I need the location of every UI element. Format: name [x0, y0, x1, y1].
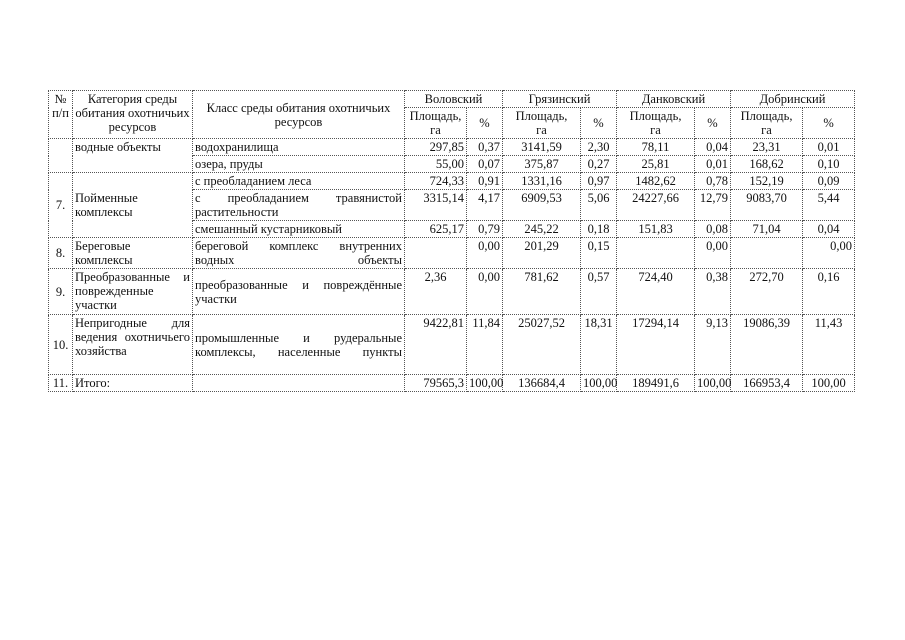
header-district: Добринский	[731, 91, 855, 108]
header-pct: %	[803, 108, 855, 139]
cell-area: 151,83	[617, 221, 695, 238]
cell-pct: 0,38	[695, 269, 731, 315]
row-class: преобразованные и повреждённые участки	[193, 269, 405, 315]
cell-pct: 0,18	[581, 221, 617, 238]
cell-area: 201,29	[503, 238, 581, 269]
cell-area	[731, 238, 803, 269]
cell-area: 9083,70	[731, 190, 803, 221]
cell-pct: 0,00	[803, 238, 855, 269]
row-class: озера, пруды	[193, 156, 405, 173]
header-num: № п/п	[49, 91, 73, 139]
row-class: с преобладанием леса	[193, 173, 405, 190]
header-area: Площадь, га	[503, 108, 581, 139]
header-category: Категория среды обитания охотничьих ресурсов	[73, 91, 193, 139]
row-category: Непригодные для ведения охотничьего хозяйства	[73, 315, 193, 375]
cell-area: 189491,6	[617, 375, 695, 392]
cell-area: 297,85	[405, 139, 467, 156]
cell-area: 272,70	[731, 269, 803, 315]
cell-area: 136684,4	[503, 375, 581, 392]
cell-pct: 2,30	[581, 139, 617, 156]
cell-pct: 0,15	[581, 238, 617, 269]
cell-area: 1482,62	[617, 173, 695, 190]
cell-area: 1331,16	[503, 173, 581, 190]
cell-pct: 100,00	[695, 375, 731, 392]
cell-area: 2,36	[405, 269, 467, 315]
cell-pct: 100,00	[581, 375, 617, 392]
table-row	[49, 238, 855, 269]
cell-area: 23,31	[731, 139, 803, 156]
row-num: 11.	[49, 375, 73, 392]
header-area: Площадь, га	[731, 108, 803, 139]
cell-pct: 0,01	[803, 139, 855, 156]
cell-pct: 5,06	[581, 190, 617, 221]
header-area: Площадь, га	[405, 108, 467, 139]
row-class: промышленные и рудеральные комплексы, населенные пункты	[193, 315, 405, 375]
cell-area: 25027,52	[503, 315, 581, 375]
cell-pct: 0,57	[581, 269, 617, 315]
cell-pct: 0,37	[467, 139, 503, 156]
row-class: смешанный кустарниковый	[193, 221, 405, 238]
cell-pct: 0,01	[695, 156, 731, 173]
header-class: Класс среды обитания охотничьих ресурсов	[193, 91, 405, 139]
table-row	[49, 173, 855, 190]
row-category: Береговые комплексы	[73, 238, 193, 269]
cell-area: 78,11	[617, 139, 695, 156]
cell-area: 724,40	[617, 269, 695, 315]
row-category: Пойменные комплексы	[73, 173, 193, 238]
cell-area: 25,81	[617, 156, 695, 173]
cell-area: 3141,59	[503, 139, 581, 156]
cell-area: 245,22	[503, 221, 581, 238]
row-num: 9.	[49, 269, 73, 315]
cell-pct: 100,00	[467, 375, 503, 392]
cell-pct: 9,13	[695, 315, 731, 375]
row-class	[193, 375, 405, 392]
cell-area: 781,62	[503, 269, 581, 315]
cell-area: 166953,4	[731, 375, 803, 392]
cell-area: 24227,66	[617, 190, 695, 221]
total-row	[49, 375, 855, 392]
row-num: 10.	[49, 315, 73, 375]
table-row	[49, 139, 855, 156]
cell-pct: 0,08	[695, 221, 731, 238]
row-class: с преобладанием травянистой растительности	[193, 190, 405, 221]
header-row-1	[49, 91, 855, 108]
cell-pct: 18,31	[581, 315, 617, 375]
cell-pct: 0,79	[467, 221, 503, 238]
cell-pct: 12,79	[695, 190, 731, 221]
cell-pct: 0,10	[803, 156, 855, 173]
cell-area: 625,17	[405, 221, 467, 238]
cell-area	[617, 238, 695, 269]
cell-pct: 0,00	[467, 238, 503, 269]
cell-pct: 5,44	[803, 190, 855, 221]
row-category: Итого:	[73, 375, 193, 392]
row-category: Преобразованные и поврежденные участки	[73, 269, 193, 315]
row-class: водохранилища	[193, 139, 405, 156]
cell-area: 3315,14	[405, 190, 467, 221]
cell-area: 9422,81	[405, 315, 467, 375]
header-pct: %	[581, 108, 617, 139]
header-district: Грязинский	[503, 91, 617, 108]
cell-area: 375,87	[503, 156, 581, 173]
cell-pct: 0,78	[695, 173, 731, 190]
cell-area: 19086,39	[731, 315, 803, 375]
cell-pct: 0,04	[803, 221, 855, 238]
cell-pct: 4,17	[467, 190, 503, 221]
cell-pct: 11,84	[467, 315, 503, 375]
header-district: Данковский	[617, 91, 731, 108]
cell-pct: 100,00	[803, 375, 855, 392]
cell-area: 168,62	[731, 156, 803, 173]
table-row	[49, 315, 855, 375]
cell-area: 79565,3	[405, 375, 467, 392]
row-num: 8.	[49, 238, 73, 269]
header-pct: %	[467, 108, 503, 139]
header-district: Воловский	[405, 91, 503, 108]
row-category: водные объекты	[73, 139, 193, 173]
cell-pct: 0,16	[803, 269, 855, 315]
cell-pct: 0,00	[467, 269, 503, 315]
row-num	[49, 139, 73, 173]
header-area: Площадь, га	[617, 108, 695, 139]
cell-area: 55,00	[405, 156, 467, 173]
cell-pct: 0,04	[695, 139, 731, 156]
header-pct: %	[695, 108, 731, 139]
cell-pct: 0,09	[803, 173, 855, 190]
cell-area	[405, 238, 467, 269]
row-class: береговой комплекс внутренних водных объекты	[193, 238, 405, 269]
cell-area: 724,33	[405, 173, 467, 190]
cell-area: 17294,14	[617, 315, 695, 375]
cell-area: 71,04	[731, 221, 803, 238]
row-num: 7.	[49, 173, 73, 238]
table-row	[49, 269, 855, 315]
cell-area: 152,19	[731, 173, 803, 190]
habitat-table	[48, 90, 855, 392]
cell-pct: 11,43	[803, 315, 855, 375]
cell-pct: 0,97	[581, 173, 617, 190]
cell-pct: 0,07	[467, 156, 503, 173]
cell-pct: 0,00	[695, 238, 731, 269]
cell-pct: 0,27	[581, 156, 617, 173]
cell-area: 6909,53	[503, 190, 581, 221]
cell-pct: 0,91	[467, 173, 503, 190]
